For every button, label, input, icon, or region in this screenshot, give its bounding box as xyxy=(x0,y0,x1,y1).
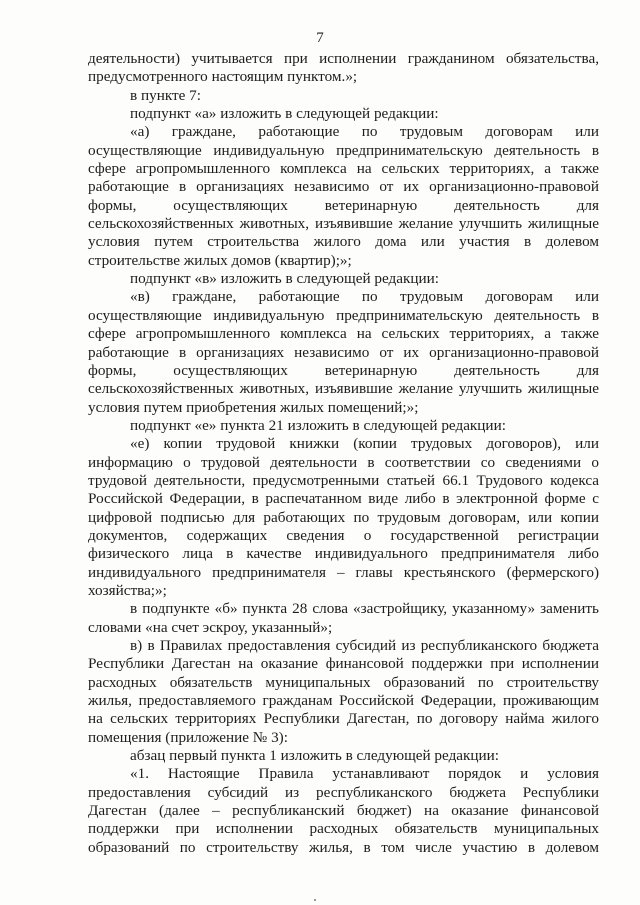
text-line: формы, осуществляющих ветеринарную деятельность для xyxy=(88,361,599,379)
text-line: жилья, предоставляемого гражданам Российской Федерации, проживающим xyxy=(88,692,599,710)
scan-speck xyxy=(314,899,316,901)
text-line: работающие в организациях независимо от их организационно-правовой xyxy=(88,343,599,361)
text-line: сфере агропромышленного комплекса на сельских территориях, а также xyxy=(88,325,599,343)
text-line: Российской Федерации, в распечатанном виде либо в электронной форме с xyxy=(88,490,599,508)
text-line: сельскохозяйственных животных, изъявившие желание улучшить жилищные xyxy=(88,215,599,233)
text-line: в пункте 7: xyxy=(130,86,201,104)
text-line: информацию о трудовой деятельности в соответствии со сведениями о xyxy=(88,453,599,471)
text-line: условия путем строительства жилого дома или участия в долевом xyxy=(88,233,599,251)
text-line: Дагестан (далее – республиканский бюджет) на оказание финансовой xyxy=(88,802,599,820)
text-line: трудовой деятельности, предусмотренными статьей 66.1 Трудового кодекса xyxy=(88,471,599,489)
text-line: в подпункте «б» пункта 28 слова «застройщику, указанному» заменить xyxy=(130,600,599,618)
text-line: абзац первый пункта 1 изложить в следующей редакции: xyxy=(130,747,500,765)
text-line: документов, содержащих сведения о государственной регистрации xyxy=(88,526,599,544)
page-number: 7 xyxy=(316,30,324,46)
text-line: в) в Правилах предоставления субсидий из республиканского бюджета xyxy=(130,637,599,654)
text-line: предоставления субсидий из республиканского бюджета Республики xyxy=(88,783,599,801)
text-line: помещения (приложение № 3): xyxy=(88,728,288,746)
text-line: хозяйства;»; xyxy=(88,581,167,599)
text-line: расходных обязательств муниципальных образований по строительству xyxy=(88,673,599,691)
text-line: «1. Настоящие Правила устанавливают порядок и условия xyxy=(130,765,599,783)
text-line: «а) граждане, работающие по трудовым договорам или xyxy=(130,123,599,141)
text-line: работающие в организациях независимо от их организационно-правовой xyxy=(88,178,599,196)
text-line: цифровой подписью для работающих по трудовым договорам, или копии xyxy=(88,508,599,526)
text-line: сфере агропромышленного комплекса на сельских территориях, а также xyxy=(88,160,599,178)
text-line: «в) граждане, работающие по трудовым договорам или xyxy=(130,288,599,306)
text-line: на сельских территориях Республики Дагестан, по договору найма жилого xyxy=(88,710,599,728)
text-line: осуществляющие индивидуальную предпринимательскую деятельность в xyxy=(88,306,599,324)
text-line: подпункт «е» пункта 21 изложить в следующей редакции: xyxy=(130,416,506,434)
text-line: подпункт «в» изложить в следующей редакции: xyxy=(130,270,439,288)
text-line: деятельности) учитывается при исполнении гражданином обязательства, xyxy=(88,50,599,67)
text-line: поддержки при исполнении расходных обязательств муниципальных xyxy=(88,820,599,838)
text-line: осуществляющие индивидуальную предпринимательскую деятельность в xyxy=(88,141,599,159)
text-line: формы, осуществляющих ветеринарную деятельность для xyxy=(88,196,599,214)
text-line: предусмотренного настоящим пунктом.»; xyxy=(88,68,358,86)
text-line: индивидуального предпринимателя – главы крестьянского (фермерского) xyxy=(88,563,599,581)
text-line: «е) копии трудовой книжки (копии трудовых договоров), или xyxy=(130,435,599,453)
text-line: сельскохозяйственных животных, изъявившие желание улучшить жилищные xyxy=(88,380,599,398)
text-line: Республики Дагестан на оказание финансовой поддержки при исполнении xyxy=(88,655,599,673)
text-line: образований по строительству жилья, в том числе участию в долевом xyxy=(88,838,599,856)
text-line: строительстве жилых домов (квартир);»; xyxy=(88,251,352,269)
text-line: физического лица в качестве индивидуального предпринимателя либо xyxy=(88,545,599,563)
text-line: словами «на счет эскроу, указанный»; xyxy=(88,618,333,636)
text-line: подпункт «а» изложить в следующей редакции: xyxy=(130,105,439,123)
document-body xyxy=(88,50,599,857)
text-line: условия путем приобретения жилых помещений;»; xyxy=(88,398,419,416)
